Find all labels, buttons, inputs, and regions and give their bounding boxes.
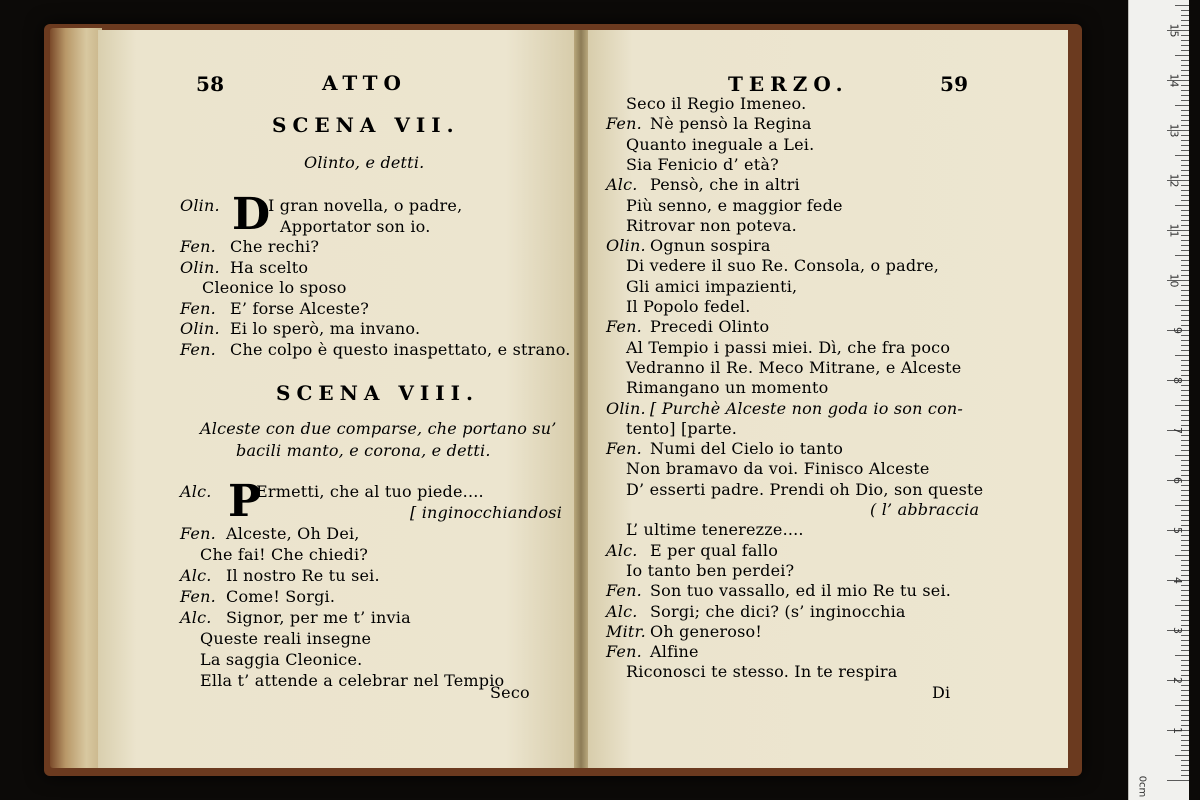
dialogue-line: Ermetti, che al tuo piede....	[256, 482, 484, 501]
speaker-label: Fen.	[180, 339, 216, 359]
dialogue-line: Nè pensò la Regina	[650, 114, 812, 134]
dialogue-line: Ognun sospira	[650, 236, 771, 256]
ruler-tick	[1175, 505, 1189, 506]
ruler-tick	[1181, 595, 1189, 596]
ruler-tick	[1181, 15, 1189, 16]
ruler-tick	[1181, 325, 1189, 326]
ruler-tick	[1181, 260, 1189, 261]
speaker-label: Olin.	[180, 196, 220, 215]
ruler-tick	[1175, 555, 1189, 556]
ruler-tick	[1181, 400, 1189, 401]
dialogue-line: ( l’ abbraccia	[870, 500, 980, 519]
dialogue-line: E’ forse Alceste?	[230, 298, 370, 318]
scene8-cast-line1: Alceste con due comparse, che portano su’	[200, 419, 557, 438]
ruler-tick	[1175, 55, 1189, 56]
ruler-number: 1	[1171, 727, 1184, 734]
ruler-tick	[1181, 515, 1189, 516]
dialogue-line: Riconosci te stesso. In te respira	[626, 662, 898, 682]
ruler-tick	[1181, 710, 1189, 711]
ruler-tick	[1181, 435, 1189, 436]
ruler-tick	[1181, 740, 1189, 741]
ruler-tick	[1181, 690, 1189, 691]
ruler-unit-label: 0cm	[1136, 775, 1148, 798]
ruler-tick	[1181, 185, 1189, 186]
dialogue-line: Oh generoso!	[650, 621, 762, 641]
ruler-number: 14	[1167, 73, 1181, 88]
ruler-tick	[1181, 90, 1189, 91]
ruler-tick	[1181, 445, 1189, 446]
dialogue-line: La saggia Cleonice.	[200, 650, 363, 669]
ruler-tick	[1181, 565, 1189, 566]
ruler-tick	[1181, 360, 1189, 361]
ruler-tick	[1181, 370, 1189, 371]
ruler-tick	[1181, 585, 1189, 586]
speaker-label: Alc.	[606, 175, 638, 195]
speaker-label: Olin.	[606, 398, 646, 418]
ruler-number: 12	[1167, 173, 1181, 188]
ruler-tick	[1181, 675, 1189, 676]
ruler-tick	[1181, 500, 1189, 501]
dialogue-line: D’ esserti padre. Prendi oh Dio, son queste	[626, 479, 984, 499]
ruler-tick	[1181, 210, 1189, 211]
ruler-tick	[1181, 145, 1189, 146]
left-page-number: 58	[196, 72, 225, 96]
ruler-tick	[1175, 105, 1189, 106]
dialogue-line: Più senno, e maggior fede	[626, 195, 843, 215]
ruler-tick	[1181, 775, 1189, 776]
ruler-tick	[1181, 610, 1189, 611]
ruler-tick	[1181, 235, 1189, 236]
speaker-label: Alc.	[606, 540, 638, 560]
ruler-number: 6	[1171, 477, 1184, 484]
dialogue-line: Cleonice lo sposo	[202, 278, 347, 297]
ruler-tick	[1181, 50, 1189, 51]
speaker-label: Olin.	[180, 257, 220, 277]
scene8-cast-line2: bacili manto, e corona, e detti.	[236, 441, 491, 460]
ruler-number: 11	[1167, 223, 1181, 238]
ruler-tick	[1181, 270, 1189, 271]
ruler-tick	[1181, 700, 1189, 701]
speaker-label: Olin.	[606, 236, 646, 256]
speaker-label: Olin.	[180, 319, 220, 338]
dialogue-line: Che colpo è questo inaspettato, e strano.	[230, 339, 571, 359]
dialogue-line: Ritrovar non poteva.	[626, 215, 797, 235]
ruler-tick	[1181, 545, 1189, 546]
dialogue-line: Ei lo sperò, ma invano.	[230, 319, 421, 338]
scene8-title: SCENA VIII.	[276, 381, 479, 405]
ruler-tick	[1181, 115, 1189, 116]
ruler-number: 13	[1167, 123, 1181, 138]
ruler-tick	[1181, 525, 1189, 526]
dialogue-line: Quanto ineguale a Lei.	[626, 134, 815, 154]
measurement-ruler	[1128, 0, 1189, 800]
speaker-label: Alc.	[180, 566, 212, 585]
ruler-tick	[1181, 550, 1189, 551]
ruler-tick	[1181, 540, 1189, 541]
dialogue-line: Signor, per me t’ invia	[226, 608, 411, 627]
speaker-label: Fen.	[180, 587, 216, 606]
book-gutter	[574, 30, 588, 768]
dialogue-line: Che rechi?	[230, 237, 320, 256]
ruler-number: 15	[1167, 23, 1181, 38]
ruler-number: 3	[1171, 627, 1184, 634]
ruler-tick	[1181, 335, 1189, 336]
ruler-tick	[1175, 5, 1189, 6]
dialogue-line: Che fai! Che chiedi?	[200, 545, 369, 564]
ruler-tick	[1181, 75, 1189, 76]
ruler-tick	[1181, 475, 1189, 476]
ruler-tick	[1181, 295, 1189, 296]
dialogue-line: Ella t’ attende a celebrar nel Tempio	[200, 671, 505, 690]
ruler-tick	[1181, 110, 1189, 111]
dialogue-line: E per qual fallo	[650, 540, 779, 560]
ruler-tick	[1181, 495, 1189, 496]
ruler-tick	[1181, 195, 1189, 196]
ruler-tick	[1167, 780, 1189, 781]
ruler-tick	[1181, 120, 1189, 121]
ruler-tick	[1181, 570, 1189, 571]
ruler-tick	[1181, 720, 1189, 721]
speaker-label: Alc.	[606, 601, 638, 621]
ruler-tick	[1181, 345, 1189, 346]
speaker-label: Fen.	[606, 439, 642, 459]
dialogue-line: Sia Fenicio d’ età?	[626, 154, 779, 174]
ruler-tick	[1181, 45, 1189, 46]
ruler-tick	[1181, 440, 1189, 441]
ruler-tick	[1181, 40, 1189, 41]
dialogue-line: [ Purchè Alceste non goda io son con-	[650, 398, 964, 418]
right-catchword: Di	[932, 683, 951, 702]
ruler-tick	[1175, 705, 1189, 706]
ruler-tick	[1181, 65, 1189, 66]
ruler-tick	[1181, 765, 1189, 766]
ruler-tick	[1181, 575, 1189, 576]
ruler-tick	[1181, 650, 1189, 651]
ruler-tick	[1181, 175, 1189, 176]
speaker-label: Fen.	[606, 642, 642, 662]
ruler-tick	[1181, 460, 1189, 461]
dialogue-line: Non bramavo da voi. Finisco Alceste	[626, 459, 930, 479]
ruler-tick	[1175, 655, 1189, 656]
ruler-tick	[1181, 640, 1189, 641]
ruler-number: 10	[1167, 273, 1181, 288]
ruler-tick	[1181, 170, 1189, 171]
ruler-tick	[1181, 275, 1189, 276]
dropcap-d: D	[232, 189, 271, 240]
dialogue-line: Sorgi; che dici? (s’ inginocchia	[650, 601, 906, 621]
ruler-tick	[1181, 760, 1189, 761]
ruler-tick	[1181, 215, 1189, 216]
dialogue-line: Numi del Cielo io tanto	[650, 439, 844, 459]
dialogue-line: Al Tempio i passi miei. Dì, che fra poco	[626, 337, 951, 357]
ruler-tick	[1181, 285, 1189, 286]
ruler-tick	[1181, 635, 1189, 636]
dialogue-line: [ inginocchiandosi	[410, 503, 563, 522]
ruler-tick	[1181, 265, 1189, 266]
ruler-tick	[1175, 755, 1189, 756]
ruler-tick	[1181, 600, 1189, 601]
dialogue-line: Gli amici impazienti,	[626, 276, 798, 296]
ruler-tick	[1181, 225, 1189, 226]
ruler-tick	[1181, 670, 1189, 671]
ruler-tick	[1181, 735, 1189, 736]
ruler-tick	[1181, 220, 1189, 221]
right-page-number: 59	[940, 72, 969, 96]
ruler-tick	[1181, 695, 1189, 696]
ruler-tick	[1181, 745, 1189, 746]
page-edges	[50, 28, 102, 768]
ruler-tick	[1181, 465, 1189, 466]
ruler-tick	[1181, 660, 1189, 661]
ruler-tick	[1175, 255, 1189, 256]
ruler-tick	[1181, 315, 1189, 316]
ruler-tick	[1181, 450, 1189, 451]
ruler-tick	[1181, 615, 1189, 616]
ruler-tick	[1181, 140, 1189, 141]
ruler-tick	[1181, 350, 1189, 351]
ruler-tick	[1181, 135, 1189, 136]
ruler-tick	[1181, 665, 1189, 666]
ruler-tick	[1181, 645, 1189, 646]
ruler-number: 4	[1171, 577, 1184, 584]
speaker-label: Mitr.	[606, 621, 646, 641]
ruler-tick	[1181, 375, 1189, 376]
ruler-tick	[1181, 25, 1189, 26]
dialogue-line: Di vedere il suo Re. Consola, o padre,	[626, 256, 940, 276]
dropcap-p: P	[228, 476, 262, 527]
ruler-tick	[1181, 245, 1189, 246]
ruler-number: 8	[1171, 377, 1184, 384]
speaker-label: Alc.	[180, 482, 212, 501]
ruler-tick	[1175, 205, 1189, 206]
scene7-title: SCENA VII.	[272, 113, 460, 137]
ruler-tick	[1181, 395, 1189, 396]
ruler-number: 7	[1171, 427, 1184, 434]
speaker-label: Fen.	[180, 298, 216, 318]
ruler-tick	[1181, 240, 1189, 241]
ruler-number: 9	[1171, 327, 1184, 334]
speaker-label: Fen.	[606, 114, 642, 134]
ruler-tick	[1181, 290, 1189, 291]
ruler-tick	[1181, 520, 1189, 521]
ruler-tick	[1181, 410, 1189, 411]
ruler-tick	[1181, 620, 1189, 621]
dialogue-line: Alfine	[650, 642, 699, 662]
ruler-tick	[1181, 85, 1189, 86]
dialogue-line: Precedi Olinto	[650, 317, 770, 337]
ruler-tick	[1181, 535, 1189, 536]
ruler-tick	[1181, 385, 1189, 386]
dialogue-line: Rimangano un momento	[626, 378, 829, 398]
dialogue-line: Pensò, che in altri	[650, 175, 800, 195]
dialogue-line: Alceste, Oh Dei,	[226, 524, 360, 543]
dialogue-line: Son tuo vassallo, ed il mio Re tu sei.	[650, 581, 952, 601]
dialogue-line: Apportator son io.	[280, 216, 431, 236]
ruler-tick	[1181, 625, 1189, 626]
dialogue-line: Ha scelto	[230, 257, 309, 277]
ruler-tick	[1181, 560, 1189, 561]
speaker-label: Fen.	[606, 317, 642, 337]
dialogue-line: Vedranno il Re. Meco Mitrane, e Alceste	[626, 357, 962, 377]
ruler-tick	[1181, 425, 1189, 426]
dialogue-line: Il Popolo fedel.	[626, 297, 751, 316]
ruler-number: 5	[1171, 527, 1184, 534]
ruler-tick	[1181, 250, 1189, 251]
ruler-tick	[1181, 125, 1189, 126]
left-running-head: ATTO	[322, 71, 407, 95]
right-running-head: TERZO.	[728, 72, 849, 96]
ruler-tick	[1181, 60, 1189, 61]
dialogue-line: Queste reali insegne	[200, 629, 372, 648]
speaker-label: Fen.	[180, 524, 216, 543]
speaker-label: Fen.	[606, 581, 642, 601]
ruler-tick	[1181, 160, 1189, 161]
ruler-tick	[1181, 390, 1189, 391]
ruler-tick	[1181, 300, 1189, 301]
ruler-tick	[1181, 420, 1189, 421]
ruler-tick	[1181, 590, 1189, 591]
ruler-tick	[1175, 355, 1189, 356]
dialogue-line: L’ ultime tenerezze....	[626, 520, 804, 540]
ruler-tick	[1181, 750, 1189, 751]
dialogue-line: tento] [parte.	[626, 418, 738, 438]
ruler-tick	[1175, 605, 1189, 606]
ruler-tick	[1181, 95, 1189, 96]
ruler-tick	[1181, 200, 1189, 201]
ruler-tick	[1181, 320, 1189, 321]
left-catchword: Seco	[490, 683, 530, 702]
speaker-label: Alc.	[180, 608, 212, 627]
scene7-cast: Olinto, e detti.	[304, 153, 425, 172]
ruler-tick	[1181, 100, 1189, 101]
dialogue-line: Seco il Regio Imeneo.	[626, 94, 807, 113]
dialogue-line: Io tanto ben perdei?	[626, 560, 795, 580]
ruler-tick	[1181, 190, 1189, 191]
ruler-tick	[1181, 725, 1189, 726]
ruler-tick	[1181, 715, 1189, 716]
ruler-tick	[1175, 305, 1189, 306]
ruler-tick	[1181, 35, 1189, 36]
ruler-tick	[1175, 155, 1189, 156]
ruler-tick	[1181, 415, 1189, 416]
ruler-tick	[1181, 10, 1189, 11]
ruler-tick	[1181, 150, 1189, 151]
ruler-tick	[1181, 20, 1189, 21]
speaker-label: Fen.	[180, 237, 216, 256]
ruler-tick	[1181, 365, 1189, 366]
ruler-tick	[1181, 165, 1189, 166]
ruler-tick	[1181, 770, 1189, 771]
ruler-tick	[1181, 685, 1189, 686]
dialogue-line: Il nostro Re tu sei.	[226, 566, 380, 585]
ruler-tick	[1181, 470, 1189, 471]
ruler-tick	[1181, 340, 1189, 341]
ruler-tick	[1181, 485, 1189, 486]
ruler-tick	[1175, 405, 1189, 406]
ruler-number: 2	[1171, 677, 1184, 684]
ruler-tick	[1181, 490, 1189, 491]
ruler-tick	[1181, 310, 1189, 311]
ruler-tick	[1181, 70, 1189, 71]
ruler-tick	[1175, 455, 1189, 456]
dialogue-line: I gran novella, o padre,	[268, 196, 463, 215]
ruler-tick	[1181, 510, 1189, 511]
dialogue-line: Come! Sorgi.	[226, 587, 336, 606]
